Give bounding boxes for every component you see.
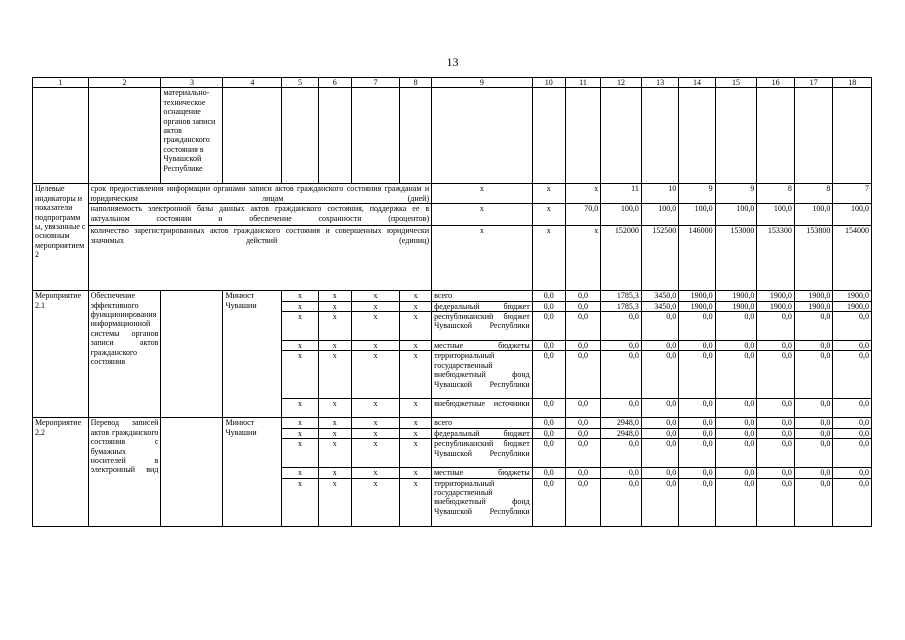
- amount-cell: 1900,0: [715, 291, 757, 301]
- code-cell: x: [351, 428, 399, 438]
- amount-cell: 0,0: [715, 312, 757, 341]
- amount-cell: 0,0: [715, 418, 757, 428]
- amount-cell: 1900,0: [794, 301, 833, 311]
- amount-cell: 0,0: [833, 351, 872, 399]
- column-number: 3: [161, 78, 223, 88]
- amount-cell: 0,0: [757, 341, 794, 351]
- continuation-text: материально-техническое оснащение органов записи актов гражданского состояния в Чувашской Республике: [161, 88, 223, 184]
- amount-cell: 0,0: [565, 341, 600, 351]
- indicator-value: 100,0: [715, 204, 757, 226]
- column-number: 7: [351, 78, 399, 88]
- amount-cell: 1785,3: [601, 301, 642, 311]
- amount-cell: 1785,3: [601, 291, 642, 301]
- code-cell: x: [282, 468, 318, 478]
- amount-cell: 0,0: [641, 418, 678, 428]
- amount-cell: 0,0: [833, 468, 872, 478]
- indicator-value: 100,0: [601, 204, 642, 226]
- amount-cell: 0,0: [757, 478, 794, 526]
- column-number: 2: [88, 78, 161, 88]
- code-cell: x: [282, 341, 318, 351]
- measure-label: Мероприятие 2.1: [33, 291, 89, 418]
- amount-cell: 1900,0: [679, 301, 715, 311]
- code-cell: x: [351, 351, 399, 399]
- column-number: 16: [757, 78, 794, 88]
- amount-cell: 2948,0: [601, 418, 642, 428]
- amount-cell: 0,0: [833, 341, 872, 351]
- indicator-col10: x: [532, 226, 565, 291]
- measure-executor: Минюст Чувашии: [223, 291, 282, 418]
- indicator-text: количество зарегистрированных актов гражданского состояния и совершенных юридически значимых действий (единиц): [88, 226, 431, 291]
- column-number: 8: [400, 78, 432, 88]
- funding-source: территориальный государственный внебюджетный фонд Чувашской Республики: [432, 351, 533, 399]
- indicator-value: 153000: [715, 226, 757, 291]
- code-cell: x: [400, 291, 432, 301]
- amount-cell: 0,0: [679, 418, 715, 428]
- amount-cell: 0,0: [715, 439, 757, 468]
- funding-source: всего: [432, 418, 533, 428]
- amount-cell: 0,0: [601, 312, 642, 341]
- amount-cell: 1900,0: [757, 291, 794, 301]
- amount-cell: 0,0: [565, 478, 600, 526]
- amount-cell: 0,0: [565, 428, 600, 438]
- empty-cell: [161, 291, 223, 418]
- amount-cell: 0,0: [601, 351, 642, 399]
- indicator-text: наполняемость электронной базы данных актов гражданского состояния, поддержка ее в актуальном состоянии и обеспечение сохранности (процентов): [88, 204, 431, 226]
- empty-cell: [161, 418, 223, 526]
- funding-source: внебюджетные источники: [432, 399, 533, 418]
- amount-cell: 0,0: [794, 428, 833, 438]
- amount-cell: 0,0: [794, 418, 833, 428]
- code-cell: x: [400, 312, 432, 341]
- amount-cell: 1900,0: [833, 301, 872, 311]
- amount-cell: 1900,0: [833, 291, 872, 301]
- indicator-value: 8: [794, 184, 833, 204]
- code-cell: x: [318, 478, 351, 526]
- indicator-col10: x: [532, 184, 565, 204]
- amount-cell: 0,0: [565, 312, 600, 341]
- page-number: 13: [446, 55, 459, 69]
- column-number: 13: [641, 78, 678, 88]
- code-cell: x: [318, 439, 351, 468]
- code-cell: x: [282, 312, 318, 341]
- indicator-col11: x: [565, 226, 600, 291]
- amount-cell: 0,0: [715, 341, 757, 351]
- funding-source: местные бюджеты: [432, 341, 533, 351]
- code-cell: x: [318, 291, 351, 301]
- amount-cell: 0,0: [794, 341, 833, 351]
- amount-cell: 1900,0: [715, 301, 757, 311]
- amount-cell: 0,0: [679, 312, 715, 341]
- code-cell: x: [282, 428, 318, 438]
- amount-cell: 0,0: [794, 399, 833, 418]
- amount-cell: 0,0: [565, 301, 600, 311]
- amount-cell: 0,0: [532, 301, 565, 311]
- code-cell: x: [318, 399, 351, 418]
- code-cell: x: [282, 301, 318, 311]
- code-cell: x: [282, 291, 318, 301]
- amount-cell: 0,0: [532, 351, 565, 399]
- code-cell: x: [318, 418, 351, 428]
- code-cell: x: [318, 351, 351, 399]
- indicator-col9: x: [432, 184, 533, 204]
- amount-cell: 0,0: [679, 399, 715, 418]
- indicator-col9: x: [432, 204, 533, 226]
- amount-cell: 0,0: [641, 312, 678, 341]
- funding-source: всего: [432, 291, 533, 301]
- amount-cell: 0,0: [833, 312, 872, 341]
- indicator-value: 8: [757, 184, 794, 204]
- code-cell: x: [318, 341, 351, 351]
- amount-cell: 0,0: [532, 418, 565, 428]
- code-cell: x: [351, 312, 399, 341]
- amount-cell: 0,0: [794, 351, 833, 399]
- indicator-col10: x: [532, 204, 565, 226]
- column-number: 5: [282, 78, 318, 88]
- amount-cell: 0,0: [565, 399, 600, 418]
- indicator-value: 100,0: [833, 204, 872, 226]
- amount-cell: 3450,0: [641, 301, 678, 311]
- amount-cell: 0,0: [565, 468, 600, 478]
- indicator-value: 100,0: [641, 204, 678, 226]
- measure-name: Обеспечение эффективного функционирования информационной системы органов записи актов гражданского состояния: [88, 291, 161, 418]
- amount-cell: 0,0: [715, 478, 757, 526]
- indicator-value: 100,0: [679, 204, 715, 226]
- amount-cell: 0,0: [532, 291, 565, 301]
- indicator-value: 11: [601, 184, 642, 204]
- column-number: 4: [223, 78, 282, 88]
- amount-cell: 0,0: [565, 351, 600, 399]
- amount-cell: 0,0: [757, 399, 794, 418]
- indicator-value: 146000: [679, 226, 715, 291]
- amount-cell: 0,0: [532, 399, 565, 418]
- indicator-value: 152500: [641, 226, 678, 291]
- column-number: 14: [679, 78, 715, 88]
- indicator-row: [33, 184, 872, 204]
- indicator-value: 9: [715, 184, 757, 204]
- amount-cell: 0,0: [715, 399, 757, 418]
- measure-row: [33, 291, 872, 301]
- amount-cell: 0,0: [679, 341, 715, 351]
- column-number: 1: [33, 78, 89, 88]
- column-number-row: [33, 78, 872, 88]
- amount-cell: 0,0: [641, 478, 678, 526]
- code-cell: x: [351, 291, 399, 301]
- indicator-value: 9: [679, 184, 715, 204]
- amount-cell: 0,0: [833, 399, 872, 418]
- amount-cell: 0,0: [757, 468, 794, 478]
- code-cell: x: [282, 351, 318, 399]
- code-cell: x: [400, 341, 432, 351]
- code-cell: x: [351, 301, 399, 311]
- indicator-value: 152000: [601, 226, 642, 291]
- code-cell: x: [318, 468, 351, 478]
- indicator-col11: 70,0: [565, 204, 600, 226]
- indicator-value: 153300: [757, 226, 794, 291]
- amount-cell: 0,0: [757, 439, 794, 468]
- code-cell: x: [282, 478, 318, 526]
- indicator-value: 100,0: [757, 204, 794, 226]
- amount-cell: 3450,0: [641, 291, 678, 301]
- column-number: 9: [432, 78, 533, 88]
- code-cell: x: [400, 351, 432, 399]
- amount-cell: 0,0: [641, 399, 678, 418]
- amount-cell: 0,0: [794, 312, 833, 341]
- program-table: [32, 77, 872, 527]
- measure-executor: Минюст Чувашии: [223, 418, 282, 526]
- code-cell: x: [351, 439, 399, 468]
- code-cell: x: [282, 439, 318, 468]
- indicator-text: срок предоставления информации органами записи актов гражданского состояния гражданам и юридическим лицам (дней): [88, 184, 431, 204]
- amount-cell: 0,0: [641, 428, 678, 438]
- code-cell: x: [400, 468, 432, 478]
- amount-cell: 0,0: [601, 399, 642, 418]
- measure-name: Перевод записей актов гражданского состояния с бумажных носителей в электронный вид: [88, 418, 161, 526]
- indicator-row: [33, 204, 872, 226]
- amount-cell: 0,0: [679, 428, 715, 438]
- indicator-col9: x: [432, 226, 533, 291]
- code-cell: x: [351, 399, 399, 418]
- amount-cell: 0,0: [715, 428, 757, 438]
- column-number: 10: [532, 78, 565, 88]
- amount-cell: 0,0: [679, 439, 715, 468]
- code-cell: x: [351, 341, 399, 351]
- amount-cell: 0,0: [601, 341, 642, 351]
- amount-cell: 0,0: [601, 439, 642, 468]
- amount-cell: 1900,0: [679, 291, 715, 301]
- amount-cell: 0,0: [757, 351, 794, 399]
- indicators-label: Целевые индикаторы и показатели подпрограммы, увязанные с основным мероприятием 2: [33, 184, 89, 291]
- amount-cell: 0,0: [565, 291, 600, 301]
- code-cell: x: [318, 428, 351, 438]
- amount-cell: 0,0: [757, 312, 794, 341]
- amount-cell: 0,0: [715, 468, 757, 478]
- amount-cell: 0,0: [532, 439, 565, 468]
- funding-source: местные бюджеты: [432, 468, 533, 478]
- amount-cell: 0,0: [565, 439, 600, 468]
- code-cell: x: [351, 418, 399, 428]
- funding-source: федеральный бюджет: [432, 301, 533, 311]
- indicator-value: 100,0: [794, 204, 833, 226]
- indicator-row: [33, 226, 872, 291]
- indicator-value: 154000: [833, 226, 872, 291]
- funding-source: республиканский бюджет Чувашской Республики: [432, 439, 533, 468]
- amount-cell: 0,0: [715, 351, 757, 399]
- amount-cell: 0,0: [532, 312, 565, 341]
- code-cell: x: [400, 399, 432, 418]
- indicator-value: 7: [833, 184, 872, 204]
- indicator-col11: x: [565, 184, 600, 204]
- amount-cell: 0,0: [679, 478, 715, 526]
- amount-cell: 0,0: [794, 439, 833, 468]
- amount-cell: 0,0: [794, 478, 833, 526]
- code-cell: x: [400, 301, 432, 311]
- funding-source: республиканский бюджет Чувашской Республики: [432, 312, 533, 341]
- amount-cell: 0,0: [757, 418, 794, 428]
- code-cell: x: [400, 418, 432, 428]
- indicator-value: 153800: [794, 226, 833, 291]
- column-number: 11: [565, 78, 600, 88]
- amount-cell: 1900,0: [794, 291, 833, 301]
- column-number: 18: [833, 78, 872, 88]
- code-cell: x: [318, 301, 351, 311]
- amount-cell: 0,0: [532, 428, 565, 438]
- code-cell: x: [351, 478, 399, 526]
- code-cell: x: [282, 418, 318, 428]
- amount-cell: 2948,0: [601, 428, 642, 438]
- measure-row: [33, 418, 872, 428]
- amount-cell: 0,0: [641, 351, 678, 399]
- amount-cell: 0,0: [641, 341, 678, 351]
- continuation-row: [33, 88, 872, 184]
- code-cell: x: [400, 428, 432, 438]
- column-number: 15: [715, 78, 757, 88]
- amount-cell: 0,0: [757, 428, 794, 438]
- code-cell: x: [318, 312, 351, 341]
- amount-cell: 0,0: [679, 468, 715, 478]
- code-cell: x: [351, 468, 399, 478]
- amount-cell: 0,0: [601, 468, 642, 478]
- amount-cell: 0,0: [532, 478, 565, 526]
- amount-cell: 0,0: [833, 439, 872, 468]
- code-cell: x: [282, 399, 318, 418]
- amount-cell: 0,0: [641, 439, 678, 468]
- code-cell: x: [400, 439, 432, 468]
- amount-cell: 0,0: [641, 468, 678, 478]
- amount-cell: 0,0: [601, 478, 642, 526]
- amount-cell: 0,0: [679, 351, 715, 399]
- amount-cell: 0,0: [565, 418, 600, 428]
- code-cell: x: [400, 478, 432, 526]
- amount-cell: 0,0: [833, 428, 872, 438]
- amount-cell: 0,0: [794, 468, 833, 478]
- amount-cell: 0,0: [532, 468, 565, 478]
- funding-source: федеральный бюджет: [432, 428, 533, 438]
- indicator-value: 10: [641, 184, 678, 204]
- column-number: 6: [318, 78, 351, 88]
- amount-cell: 1900,0: [757, 301, 794, 311]
- column-number: 12: [601, 78, 642, 88]
- column-number: 17: [794, 78, 833, 88]
- funding-source: территориальный государственный внебюджетный фонд Чувашской Республики: [432, 478, 533, 526]
- amount-cell: 0,0: [833, 418, 872, 428]
- amount-cell: 0,0: [532, 341, 565, 351]
- measure-label: Мероприятие 2.2: [33, 418, 89, 526]
- amount-cell: 0,0: [833, 478, 872, 526]
